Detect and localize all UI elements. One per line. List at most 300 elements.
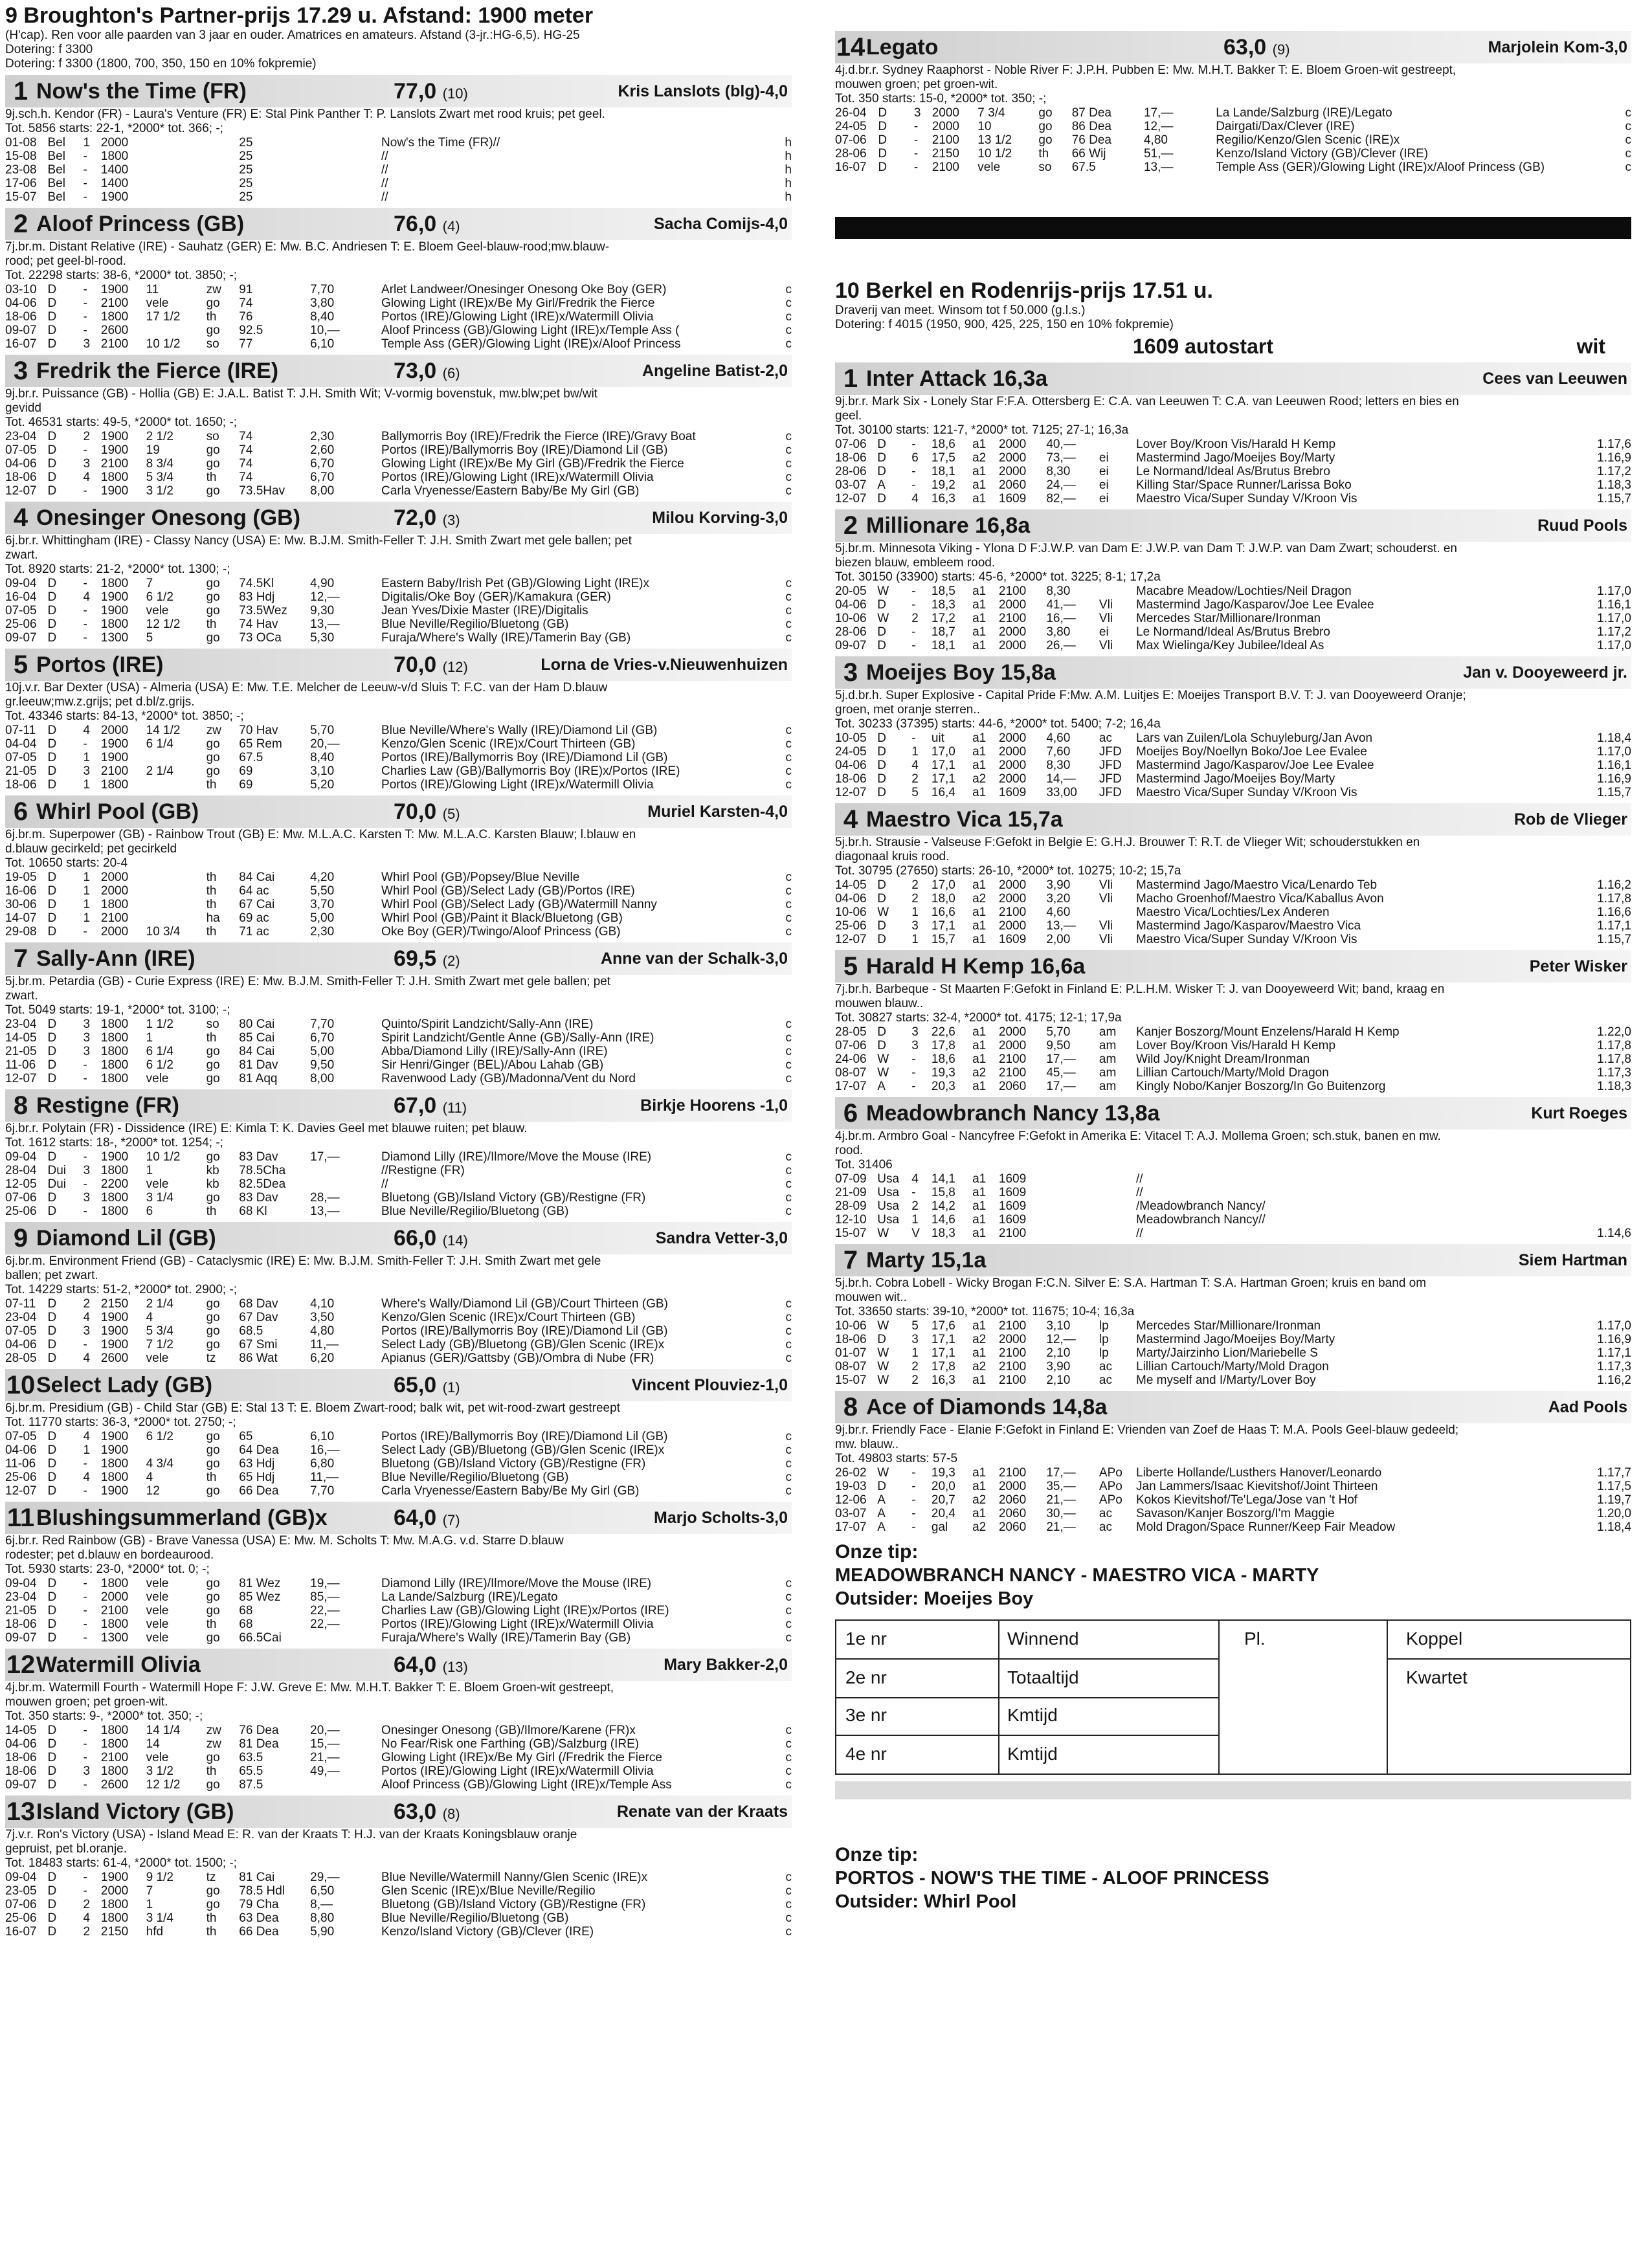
run-cell: 17,1 [931,919,955,933]
run-cell: 12-07 [835,933,867,946]
run-cell: 1400 [100,177,129,190]
run-cell: 1.19,7 [1597,1493,1631,1507]
run-cell: go [206,1072,220,1085]
run-cell: a1 [972,625,987,639]
run-cell: 87 Dea [1071,106,1112,120]
run-cell: 8,00 [310,1072,335,1085]
results-totaaltijd: Totaaltijd [1007,1667,1079,1687]
run-cell: c [785,1471,792,1484]
run-cell: 7 1/2 [146,1338,173,1351]
run-cell: - [83,1072,87,1085]
run-cell: Me myself and I/Marty/Lover Boy [1136,1373,1316,1387]
horse-info-line: Tot. 8920 starts: 21-2, *2000* tot. 1300; -; [5,562,230,576]
run-cell: D [47,898,57,911]
table-row [835,438,1631,451]
run-cell: 22,— [310,1604,340,1618]
run-cell: 07-09 [835,1172,867,1186]
results-row-3: 3e nr [845,1705,887,1725]
run-cell: 12,— [1143,120,1174,133]
run-cell: - [83,1884,87,1898]
table-row [835,919,1631,933]
horse-info-line: Tot. 14229 starts: 51-2, *2000* tot. 2900; -; [5,1283,238,1296]
horse-info-line: 9j.br.r. Puissance (GB) - Hollia (GB) E: J.A.L. Batist T: J.H. Smith Wit; V-vormig bovenstuk, mw.blw;pet bw/wit [5,387,598,401]
run-cell: c [785,1457,792,1471]
run-cell: th [206,1925,217,1939]
run-cell: - [83,296,87,310]
table-row [5,310,792,324]
run-cell: 23-04 [5,1017,37,1031]
horse-entry [835,362,1631,506]
horse-info-line: mouwen blauw.. [835,997,924,1010]
horse-name: Maestro Vica 15,7a [866,806,1063,832]
gate-number: (14) [442,1232,468,1249]
run-cell: D [877,786,886,799]
run-cell: Ravenwood Lady (GB)/Madonna/Vent du Nord [381,1072,636,1085]
run-cell: ei [1099,492,1109,506]
table-row [5,925,792,939]
run-cell: go [206,1338,220,1351]
race9-entry-14 [835,31,1631,174]
run-cell: 1.16,2 [1597,878,1631,892]
run-cell: - [913,161,919,174]
run-cell: 2,60 [310,443,335,457]
horse-name: Whirl Pool (GB) [36,799,199,824]
run-cell: - [83,1150,87,1164]
run-cell: 2 1/4 [146,764,173,778]
horse-header [835,1391,1631,1423]
run-cell: Blue Neville/Regilio/Bluetong (GB) [381,1911,569,1925]
horse-entry [5,1369,792,1498]
table-row [835,731,1631,745]
run-cell: D [47,577,57,590]
horse-rating [394,1506,460,1531]
run-cell: Savason/Kanjer Boszorg/I'm Maggie [1136,1507,1335,1520]
run-cell: A [877,1520,886,1534]
run-cell: D [877,625,886,639]
run-cell: 07-05 [5,604,37,617]
gate-number: (7) [442,1511,460,1528]
table-row [5,1604,792,1618]
run-cell: 76 Dea [239,1724,279,1737]
run-cell: 2000 [932,106,959,120]
run-cell: go [206,443,220,457]
run-cell: 1900 [100,604,129,617]
run-cell: Maestro Vica/Super Sunday V/Kroon Vis [1136,786,1357,799]
run-cell: 08-07 [835,1360,867,1373]
run-cell: h [785,177,792,190]
run-cell: Marty/Jairzinho Lion/Mariebelle S [1136,1346,1318,1360]
rating-value: 70,0 [394,652,437,677]
run-cell: 1.16,2 [1597,1373,1631,1387]
run-cell: go [206,631,220,645]
run-cell: D [877,892,886,906]
run-cell: Whirl Pool (GB)/Paint it Black/Bluetong (GB) [381,911,623,925]
run-cell: 1900 [100,430,129,443]
run-cell: 73.5Wez [239,604,287,617]
run-cell: D [47,1618,57,1631]
horse-rating [394,1226,468,1251]
run-cell: 3 [83,337,91,351]
run-cell: 1.17,5 [1597,1480,1631,1493]
run-cell: 11 [146,283,159,296]
run-cell: 18-06 [5,310,37,324]
gate-number: (10) [442,85,468,102]
run-cell: 70 Hav [239,724,278,737]
run-cell: 15,7 [931,933,955,946]
run-cell: 1800 [100,1164,129,1177]
run-cell: 20,7 [931,1493,955,1507]
run-cell: D [47,1871,57,1884]
run-cell: Bel [47,150,65,163]
run-cell: Blue Neville/Regilio/Bluetong (GB) [381,1205,569,1218]
horse-info-line: mouwen wit.. [835,1291,907,1304]
run-cell: 07-05 [5,1430,37,1443]
run-cell: D [877,598,886,612]
run-cell: 2100 [998,1466,1027,1480]
table-row [835,161,1631,174]
table-row [5,150,792,163]
table-row [5,1590,792,1604]
horse-number: 6 [13,797,28,826]
run-cell: 16,— [310,1443,340,1457]
run-cell: 65 Rem [239,737,282,751]
run-cell: 2000 [998,465,1027,478]
run-cell: 21,— [1046,1493,1076,1507]
run-cell: 03-07 [835,478,867,492]
run-cell: 18-06 [835,451,867,465]
horse-entry [835,656,1631,799]
run-cell: am [1099,1039,1117,1052]
run-cell: 1900 [100,1443,129,1457]
run-cell: Blue Neville/Regilio/Bluetong (GB) [381,617,569,631]
run-cell: 3 1/2 [146,1764,173,1778]
run-cell: D [877,492,886,506]
horse-header [835,362,1631,395]
run-cell: // [1136,1172,1143,1186]
run-cell: 84 Cai [239,871,275,884]
run-cell: 17,8 [931,1039,955,1052]
run-cell: 1.17,0 [1597,745,1631,759]
run-cell: Bluetong (GB)/Island Victory (GB)/Restigne (FR) [381,1898,646,1911]
run-cell: 5 3/4 [146,471,173,484]
run-cell: 1.17,1 [1597,1346,1631,1360]
recent-runs-table [835,1466,1631,1534]
run-cell: 28-09 [835,1199,867,1213]
run-cell: 9,50 [1046,1039,1071,1052]
run-cell: - [83,1751,87,1764]
run-cell: 6,20 [310,1351,335,1365]
table-row [5,443,792,457]
run-cell: 2000 [932,120,959,133]
run-cell: 8,00 [310,484,335,498]
run-cell: th [206,1471,217,1484]
run-cell: Jean Yves/Dixie Master (IRE)/Digitalis [381,604,588,617]
run-cell: D [47,1751,57,1764]
run-cell: 1800 [100,1737,129,1751]
run-cell: - [83,925,87,939]
table-row [835,133,1631,147]
run-cell: 2 [911,1199,919,1213]
run-cell: Usa [877,1199,900,1213]
run-cell: 2000 [998,731,1027,745]
run-cell: D [47,1577,57,1590]
run-cell: c [785,1351,792,1365]
run-cell: - [83,177,87,190]
table-row [835,1199,1631,1213]
horse-number: 11 [6,1503,35,1532]
table-row [835,584,1631,598]
race10-entries [835,362,1631,1534]
run-cell: Aloof Princess (GB)/Glowing Light (IRE)x/Temple Ass [381,1778,672,1792]
run-cell: 1800 [100,1724,129,1737]
run-cell: W [877,1319,889,1333]
run-cell: 04-06 [835,598,867,612]
run-cell [146,778,206,792]
table-row [5,1457,792,1471]
run-cell: a1 [972,612,987,625]
run-cell: 2100 [998,1052,1027,1066]
results-box [835,1619,1631,1775]
run-cell: c [785,283,792,296]
run-cell: c [785,1911,792,1925]
run-cell: 14 1/2 [146,724,181,737]
run-cell: - [911,625,916,639]
run-cell: 92.5 [239,324,263,337]
run-cell: 6 1/2 [146,1058,173,1072]
run-cell: th [206,471,217,484]
run-cell: 1.14,6 [1597,1227,1631,1240]
run-cell: 07-05 [5,751,37,764]
horse-entry [5,1649,792,1792]
table-row [835,478,1631,492]
run-cell: 2100 [998,1066,1027,1080]
run-cell: 20-05 [835,584,867,598]
horse-entry [835,950,1631,1093]
horse-entry [5,1222,792,1365]
run-cell: ei [1099,465,1109,478]
horse-entry [835,31,1631,174]
recent-runs-table [5,577,792,645]
run-cell: vele [146,1590,169,1604]
run-cell: c [785,577,792,590]
run-cell: D [47,1205,57,1218]
run-cell: 04-06 [5,1338,37,1351]
run-cell: 81 Dea [239,1737,279,1751]
run-cell: 82,— [1046,492,1076,506]
run-cell: 2600 [100,1351,129,1365]
run-cell: 18,3 [931,598,955,612]
run-cell: 74 [239,471,253,484]
run-cell: Arlet Landweer/Onesinger Onesong Oke Boy (GER) [381,283,667,296]
run-cell: 1.16,9 [1597,451,1631,465]
results-row-2: 2e nr [845,1667,887,1687]
horse-name: Sally-Ann (IRE) [36,946,195,971]
jockey-name: Kris Lanslots (blg)-4,0 [618,82,788,100]
horse-header [5,649,792,681]
run-cell: Glowing Light (IRE)x/Be My Girl (GB)/Fredrik the Fierce [381,457,684,471]
run-cell: 2000 [100,724,129,737]
horse-number: 8 [843,1392,858,1421]
table-row [5,1191,792,1205]
horse-name: Fredrik the Fierce (IRE) [36,358,279,383]
run-cell: 2000 [100,136,129,150]
run-cell: D [47,471,57,484]
run-cell: D [47,1764,57,1778]
run-cell: Aloof Princess (GB)/Glowing Light (IRE)x/Temple Ass ( [381,324,680,337]
run-cell: go [206,577,220,590]
run-cell: 35,— [1046,1480,1076,1493]
run-cell: c [785,604,792,617]
run-cell: Whirl Pool (GB)/Popsey/Blue Neville [381,871,580,884]
run-cell: - [911,598,916,612]
run-cell: c [785,1297,792,1311]
run-cell: 74 Hav [239,617,278,631]
race10-start: 1609 autostart [1133,335,1273,358]
run-cell: - [83,1631,87,1645]
run-cell: c [785,737,792,751]
horse-info-line: Tot. 30100 starts: 121-7, *2000* tot. 7125; 27-1; 16,3a [835,423,1129,437]
run-cell: 1800 [100,1017,129,1031]
horse-number: 12 [6,1650,36,1679]
run-cell: 2200 [100,1177,129,1191]
table-row [5,1751,792,1764]
table-row [835,1373,1631,1387]
run-cell: 6,70 [310,1031,335,1045]
run-cell: Carla Vryenesse/Eastern Baby/Be My Girl (GB) [381,484,640,498]
run-cell: 1609 [998,1186,1027,1199]
run-cell: go [206,1898,220,1911]
run-cell: 24-06 [835,1052,867,1066]
run-cell: 5,00 [310,1045,335,1058]
run-cell: 2060 [998,1520,1027,1534]
recent-runs-table [5,871,792,939]
horse-entry [5,795,792,939]
run-cell: go [206,1457,220,1471]
run-cell: 1800 [100,1058,129,1072]
run-cell: 1900 [100,1311,129,1324]
recent-runs-table [5,1017,792,1085]
run-cell: 5,20 [310,778,335,792]
run-cell: 2100 [998,612,1027,625]
run-cell: - [913,133,919,147]
run-cell: Carla Vryenesse/Eastern Baby/Be My Girl (GB) [381,1484,640,1498]
run-cell: 19,2 [931,478,955,492]
run-cell: 16-07 [5,1925,37,1939]
race9-meta [5,28,792,71]
run-cell: 25 [239,150,253,163]
jockey-name: Marjo Scholts-3,0 [654,1508,788,1527]
run-cell: ac [1099,1360,1112,1373]
run-cell: 07-11 [5,724,36,737]
horse-rating [394,1373,460,1398]
run-cell: 3 [83,457,91,471]
run-cell: 3,20 [1046,892,1071,906]
run-cell: 78.5 Hdl [239,1884,285,1898]
horse-info-line: 5j.br.m. Minnesota Viking - Ylona D F:J.W.P. van Dam E: J.W.P. van Dam T: J.W.P. van Dam Zwart; schouderst. en [835,542,1457,555]
run-cell: zw [206,1737,221,1751]
run-cell: a2 [972,772,987,786]
horse-header [835,31,1631,63]
run-cell: 3,50 [310,1311,335,1324]
run-cell: 24-05 [835,120,867,133]
rating-value: 70,0 [394,799,437,824]
run-cell: 16,4 [931,786,955,799]
run-cell: 64 Dea [239,1443,279,1457]
run-cell: Select Lady (GB)/Bluetong (GB)/Glen Scenic (IRE)x [381,1338,665,1351]
run-cell: 18-06 [5,1764,37,1778]
run-cell: D [47,1484,57,1498]
table-row [5,1898,792,1911]
run-cell: - [911,584,916,598]
horse-header [5,1649,792,1681]
run-cell: 1.17,0 [1597,584,1631,598]
section-divider-bar [835,217,1631,239]
run-cell: c [785,884,792,898]
run-cell: Dairgati/Dax/Clever (IRE) [1216,120,1355,133]
run-cell: Bel [47,190,65,204]
gate-number: (2) [442,952,460,969]
run-cell: lp [1099,1333,1109,1346]
run-cell: 12-07 [5,484,37,498]
run-cell: a2 [972,451,987,465]
run-cell: D [878,120,887,133]
horse-info-line: mw. blauw.. [835,1438,899,1451]
run-cell: 4,80 [1143,133,1168,147]
run-cell: Mastermind Jago/Kasparov/Maestro Vica [1136,919,1361,933]
run-cell: c [785,764,792,778]
rating-value: 69,5 [394,946,437,971]
run-cell: Vli [1099,639,1113,652]
jockey-name: Milou Korving-3,0 [652,508,788,527]
run-cell: Mastermind Jago/Moeijes Boy/Marty [1136,772,1335,786]
results-row-4: 4e nr [845,1744,887,1764]
run-cell: 26-02 [835,1466,867,1480]
run-cell: D [877,1039,886,1052]
run-cell: a1 [972,1373,987,1387]
run-cell: // [381,190,388,204]
table-row [835,1346,1631,1360]
run-cell: 2600 [100,1778,129,1792]
run-cell: 24,— [1046,478,1076,492]
run-cell: 6,80 [310,1457,335,1471]
results-pl: Pl. [1244,1629,1266,1649]
run-cell: 2000 [100,884,129,898]
run-cell: Usa [877,1186,900,1199]
run-cell: 1800 [100,1911,129,1925]
run-cell: 2000 [998,1333,1027,1346]
run-cell: 67 Cai [239,898,275,911]
run-cell: 2,30 [310,925,335,939]
run-cell: 20,3 [931,1080,955,1093]
run-cell: go [206,737,220,751]
run-cell: 2100 [998,1360,1027,1373]
horse-header [5,942,792,975]
run-cell: 5 [146,631,153,645]
run-cell: 17 1/2 [146,310,181,324]
run-cell: D [877,759,886,772]
run-cell: 17,— [1143,106,1174,120]
run-cell: 8,40 [310,310,335,324]
run-cell: - [83,1577,87,1590]
run-cell: a1 [972,745,987,759]
gate-number: (3) [442,511,460,528]
run-cell: 4 3/4 [146,1457,173,1471]
jockey-name: Muriel Karsten-4,0 [647,802,788,821]
run-cell: 2000 [100,1590,129,1604]
run-cell: 2000 [998,919,1027,933]
recent-runs-table [5,1724,792,1792]
run-cell: 19,3 [931,1466,955,1480]
